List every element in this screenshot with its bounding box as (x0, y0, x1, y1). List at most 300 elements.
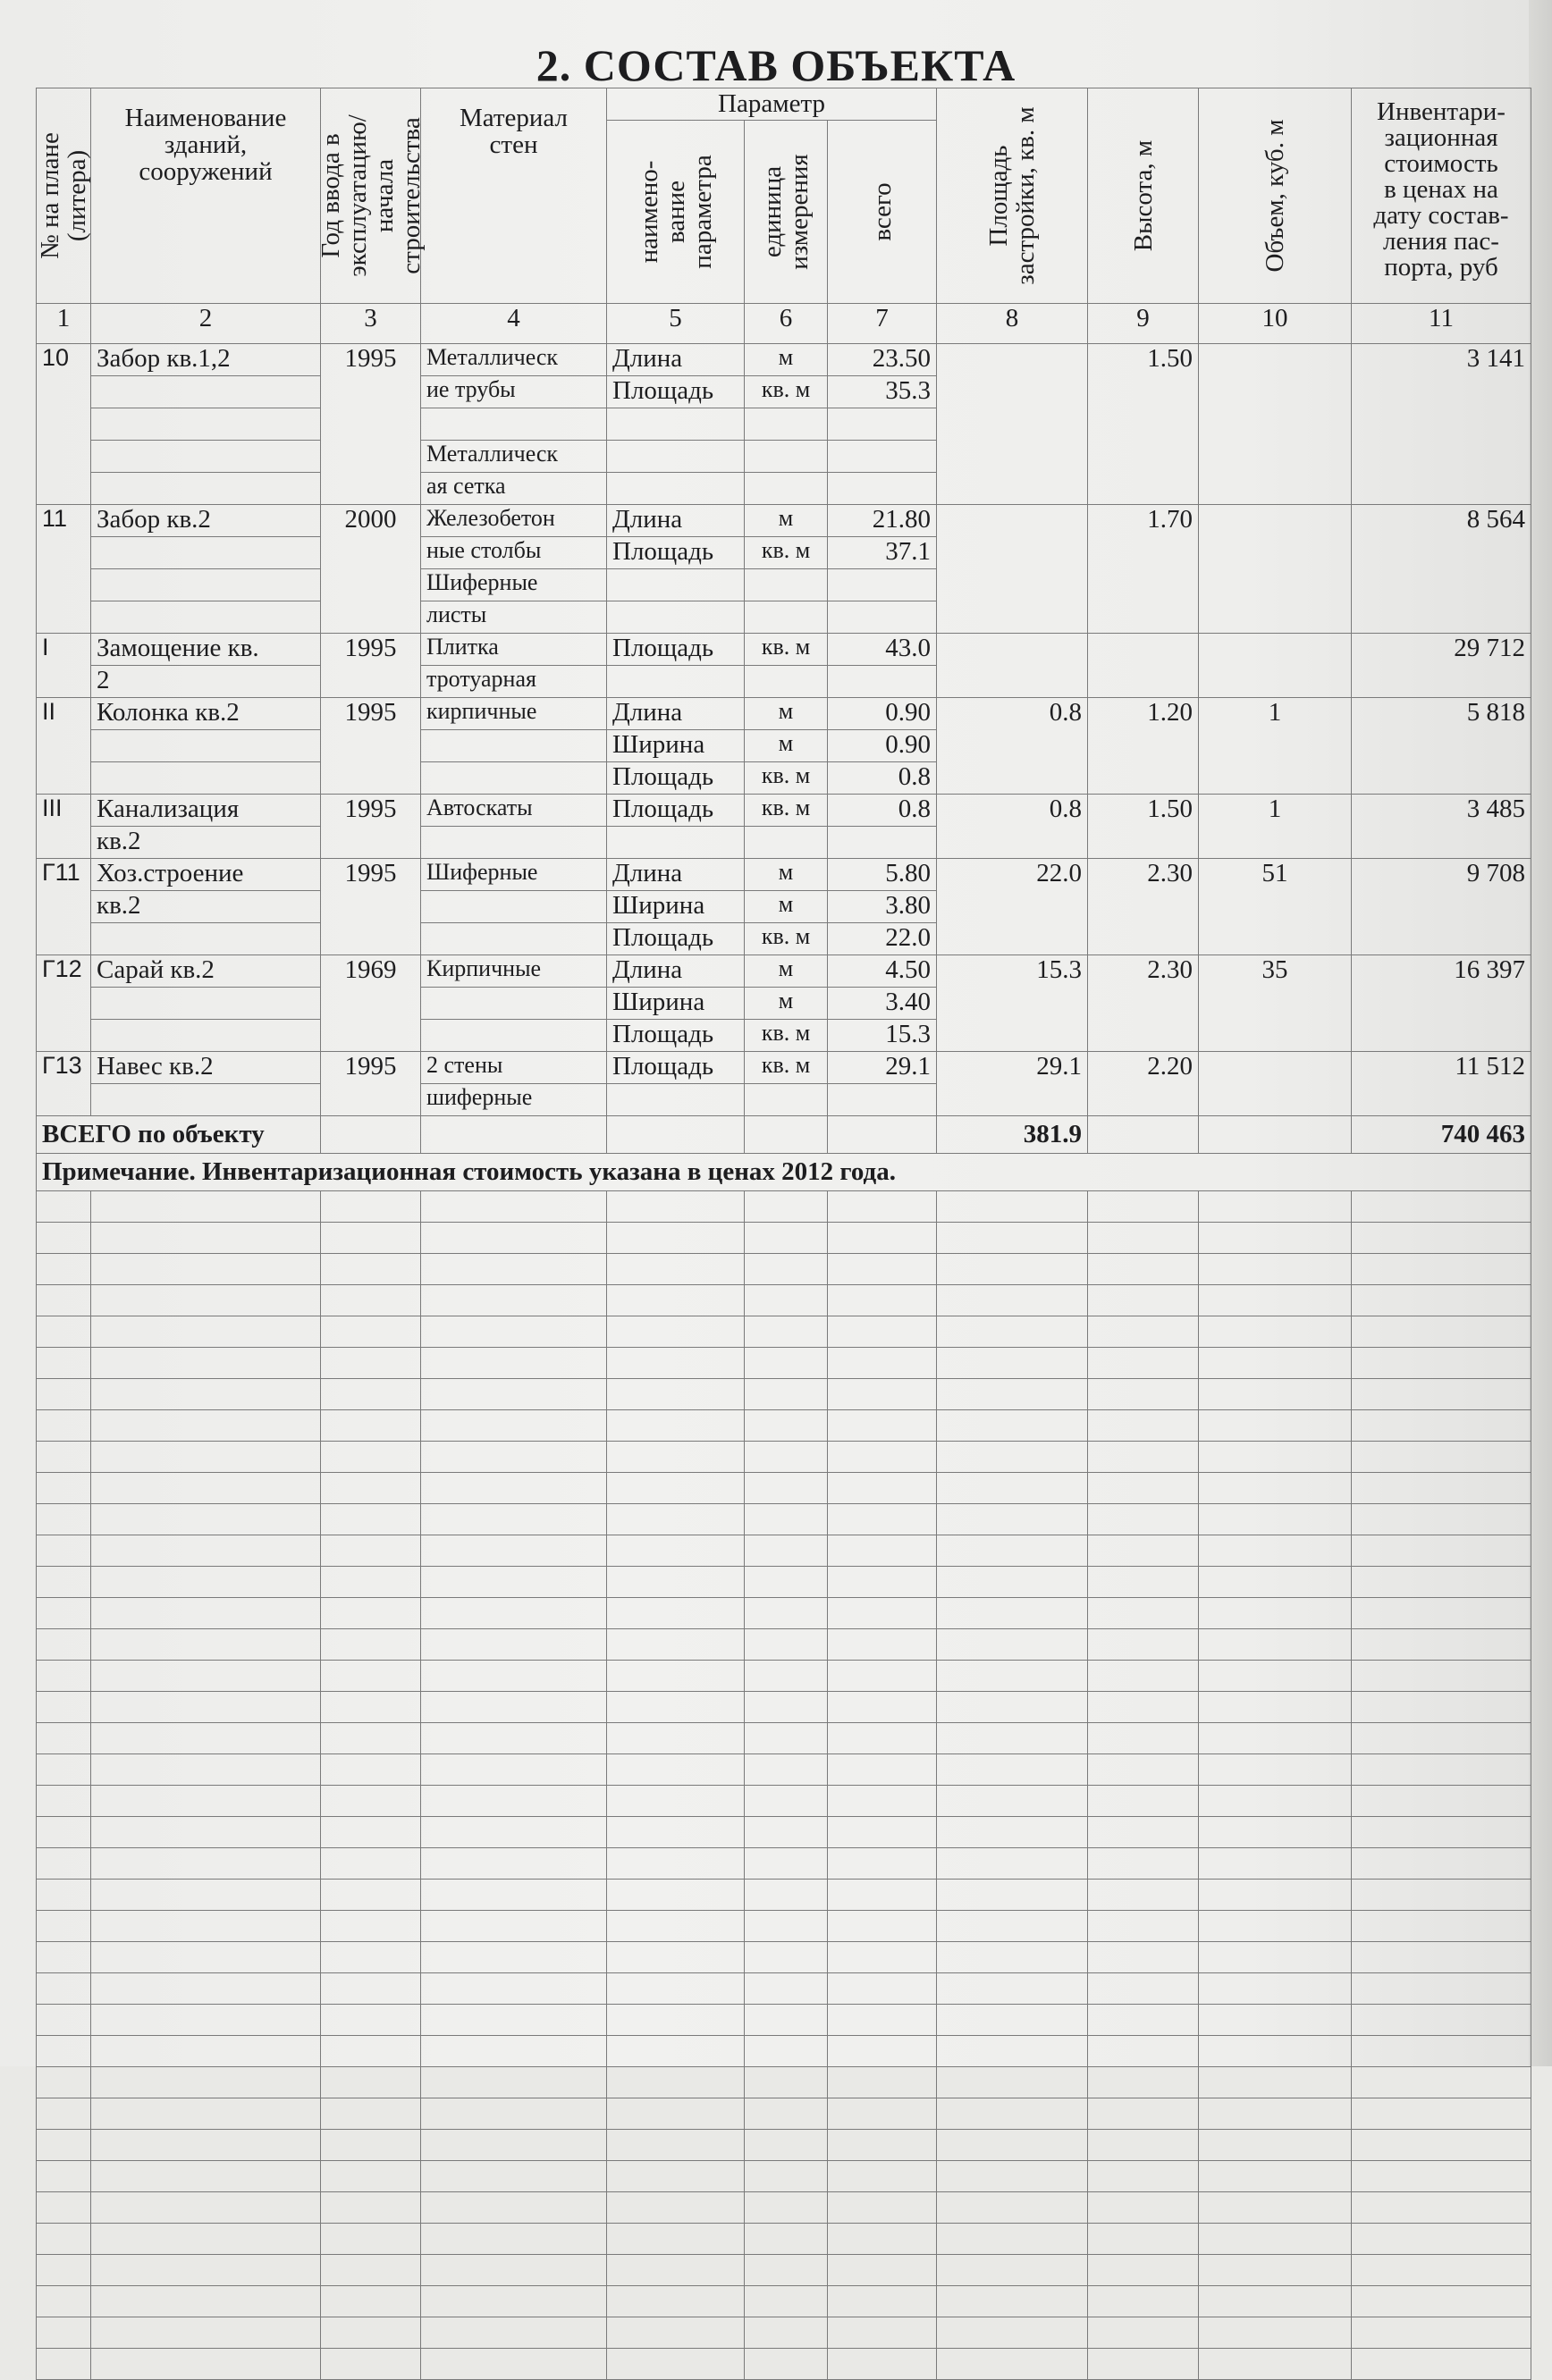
param-name-cell: Длина (607, 344, 745, 376)
param-unit-cell: м (745, 988, 828, 1020)
blank-cell (607, 2349, 745, 2380)
lit-cell: 11 (37, 505, 91, 634)
blank-cell (1352, 1629, 1531, 1661)
blank-cell (607, 1410, 745, 1442)
blank-cell (91, 1504, 321, 1535)
blank-cell (91, 2067, 321, 2098)
blank-cell (91, 1191, 321, 1223)
blank-cell (607, 1379, 745, 1410)
blank-cell (828, 1661, 937, 1692)
blank-row (37, 1567, 1531, 1598)
blank-cell (421, 1442, 607, 1473)
material-cell: Металлическ (421, 441, 607, 473)
blank-cell (91, 1942, 321, 1973)
blank-cell (321, 1442, 421, 1473)
blank-cell (1199, 1254, 1352, 1285)
blank-cell (91, 1661, 321, 1692)
blank-cell (745, 1473, 828, 1504)
empty-cell (828, 1116, 937, 1154)
material-cell: Кирпичные (421, 955, 607, 988)
blank-cell (1199, 1880, 1352, 1911)
blank-cell (937, 1911, 1088, 1942)
blank-row (37, 1316, 1531, 1348)
year-cell: 1969 (321, 955, 421, 1052)
blank-cell (937, 2317, 1088, 2349)
name-cell (91, 730, 321, 762)
blank-row (37, 1348, 1531, 1379)
blank-cell (745, 1567, 828, 1598)
blank-cell (1088, 1911, 1199, 1942)
blank-cell (1199, 1911, 1352, 1942)
blank-cell (828, 1723, 937, 1754)
blank-row (37, 2067, 1531, 2098)
param-name-cell: Площадь (607, 762, 745, 795)
param-name-cell (607, 827, 745, 859)
name-cell (91, 537, 321, 569)
blank-cell (1199, 1379, 1352, 1410)
blank-cell (828, 1442, 937, 1473)
blank-cell (1088, 1348, 1199, 1379)
blank-cell (607, 1661, 745, 1692)
param-name-cell: Площадь (607, 376, 745, 408)
lit-cell: I (37, 634, 91, 698)
blank-row (37, 2130, 1531, 2161)
blank-cell (1199, 2286, 1352, 2317)
blank-cell (421, 2192, 607, 2224)
blank-cell (607, 1191, 745, 1223)
blank-cell (421, 1880, 607, 1911)
param-value-cell: 0.90 (828, 730, 937, 762)
height-cell: 1.50 (1088, 344, 1199, 505)
blank-cell (321, 2098, 421, 2130)
blank-cell (1352, 1911, 1531, 1942)
blank-cell (1088, 1754, 1199, 1786)
blank-cell (321, 1848, 421, 1880)
blank-row (37, 1285, 1531, 1316)
blank-cell (37, 1973, 91, 2005)
height-cell: 1.20 (1088, 698, 1199, 795)
blank-cell (1088, 1442, 1199, 1473)
blank-cell (1088, 1661, 1199, 1692)
blank-cell (828, 1379, 937, 1410)
table-row (37, 795, 1531, 827)
material-cell: Шиферные (421, 569, 607, 601)
param-value-cell (828, 473, 937, 505)
blank-cell (745, 1661, 828, 1692)
header-lit-text: № на плане (литера) (36, 132, 91, 259)
blank-cell (91, 2224, 321, 2255)
blank-cell (37, 1692, 91, 1723)
blank-cell (1088, 2317, 1199, 2349)
blank-cell (1088, 2349, 1199, 2380)
empty-cell (745, 1116, 828, 1154)
blank-cell (1352, 1723, 1531, 1754)
blank-cell (1352, 2036, 1531, 2067)
name-cell (91, 762, 321, 795)
blank-row (37, 1880, 1531, 1911)
blank-cell (828, 1567, 937, 1598)
blank-row (37, 1473, 1531, 1504)
blank-cell (745, 1442, 828, 1473)
blank-cell (828, 2036, 937, 2067)
header-build-area (937, 88, 1088, 304)
blank-cell (828, 1316, 937, 1348)
note-text: Примечание. Инвентаризационная стоимость указана в ценах 2012 года. (37, 1154, 1531, 1191)
param-name-cell (607, 473, 745, 505)
blank-row (37, 1973, 1531, 2005)
blank-cell (1199, 2005, 1352, 2036)
param-value-cell: 5.80 (828, 859, 937, 891)
blank-row (37, 2098, 1531, 2130)
name-cell (91, 988, 321, 1020)
blank-cell (745, 2317, 828, 2349)
blank-cell (421, 1504, 607, 1535)
blank-cell (1352, 1410, 1531, 1442)
param-unit-cell: кв. м (745, 923, 828, 955)
blank-cell (37, 1348, 91, 1379)
blank-cell (1088, 1880, 1199, 1911)
blank-cell (1088, 1567, 1199, 1598)
blank-cell (37, 1191, 91, 1223)
blank-cell (1352, 2192, 1531, 2224)
blank-cell (745, 1379, 828, 1410)
blank-cell (421, 1723, 607, 1754)
param-unit-cell: м (745, 891, 828, 923)
year-cell: 1995 (321, 698, 421, 795)
blank-cell (37, 1598, 91, 1629)
year-cell: 1995 (321, 859, 421, 955)
param-unit-cell: м (745, 698, 828, 730)
blank-cell (937, 2192, 1088, 2224)
column-number: 5 (607, 304, 745, 344)
blank-cell (745, 2349, 828, 2380)
blank-cell (937, 1504, 1088, 1535)
param-name-cell: Площадь (607, 537, 745, 569)
param-value-cell: 3.80 (828, 891, 937, 923)
volume-cell: 1 (1199, 795, 1352, 859)
blank-cell (91, 1473, 321, 1504)
material-cell: Металлическ (421, 344, 607, 376)
cost-cell: 29 712 (1352, 634, 1531, 698)
blank-row (37, 1723, 1531, 1754)
material-cell: шиферные (421, 1084, 607, 1116)
blank-cell (91, 2098, 321, 2130)
param-value-cell: 3.40 (828, 988, 937, 1020)
blank-cell (1088, 1223, 1199, 1254)
blank-cell (37, 2317, 91, 2349)
header-cost: Инвентари- зационная стоимость в ценах на дату состав- ления пас- порта, руб (1352, 88, 1531, 304)
build-area-cell: 0.8 (937, 698, 1088, 795)
blank-cell (91, 2161, 321, 2192)
blank-cell (421, 1473, 607, 1504)
blank-cell (607, 2005, 745, 2036)
blank-cell (745, 2192, 828, 2224)
param-name-cell (607, 666, 745, 698)
blank-cell (828, 1911, 937, 1942)
empty-cell (421, 1116, 607, 1154)
param-name-cell: Площадь (607, 634, 745, 666)
blank-cell (607, 2317, 745, 2349)
blank-cell (91, 1348, 321, 1379)
blank-cell (1088, 2067, 1199, 2098)
blank-cell (1352, 2255, 1531, 2286)
blank-cell (37, 1942, 91, 1973)
blank-cell (607, 1723, 745, 1754)
blank-cell (421, 1692, 607, 1723)
blank-cell (91, 1629, 321, 1661)
blank-cell (1352, 1285, 1531, 1316)
volume-cell (1199, 1052, 1352, 1116)
param-name-cell: Площадь (607, 923, 745, 955)
param-name-cell: Площадь (607, 795, 745, 827)
blank-cell (607, 2224, 745, 2255)
param-name-cell: Длина (607, 859, 745, 891)
blank-cell (745, 1786, 828, 1817)
blank-cell (1199, 1473, 1352, 1504)
blank-cell (91, 1598, 321, 1629)
blank-row (37, 1629, 1531, 1661)
blank-cell (421, 1223, 607, 1254)
param-name-cell: Площадь (607, 1052, 745, 1084)
blank-cell (1088, 1817, 1199, 1848)
blank-row (37, 1848, 1531, 1880)
blank-cell (1088, 1629, 1199, 1661)
blank-cell (37, 2255, 91, 2286)
blank-cell (1352, 1598, 1531, 1629)
blank-cell (37, 1911, 91, 1942)
blank-cell (91, 1723, 321, 1754)
material-cell: Шиферные (421, 859, 607, 891)
blank-cell (607, 1254, 745, 1285)
column-number: 4 (421, 304, 607, 344)
blank-cell (321, 1942, 421, 1973)
blank-cell (321, 1754, 421, 1786)
blank-cell (321, 1410, 421, 1442)
blank-cell (91, 1692, 321, 1723)
blank-cell (421, 2224, 607, 2255)
param-value-cell: 0.8 (828, 795, 937, 827)
blank-cell (1199, 1442, 1352, 1473)
param-name-cell: Ширина (607, 730, 745, 762)
blank-cell (607, 1786, 745, 1817)
name-cell (91, 1020, 321, 1052)
blank-cell (91, 1786, 321, 1817)
blank-cell (937, 2286, 1088, 2317)
blank-cell (1199, 1285, 1352, 1316)
name-cell (91, 441, 321, 473)
blank-cell (1088, 1473, 1199, 1504)
blank-cell (1352, 1535, 1531, 1567)
blank-cell (321, 2161, 421, 2192)
param-unit-cell (745, 827, 828, 859)
blank-cell (421, 2098, 607, 2130)
blank-cell (1088, 1254, 1199, 1285)
column-number: 2 (91, 304, 321, 344)
blank-cell (91, 1567, 321, 1598)
blank-cell (421, 1254, 607, 1285)
blank-cell (321, 1504, 421, 1535)
blank-cell (321, 1223, 421, 1254)
blank-cell (1088, 1723, 1199, 1754)
param-value-cell: 23.50 (828, 344, 937, 376)
blank-cell (321, 1598, 421, 1629)
blank-cell (745, 2067, 828, 2098)
blank-cell (1199, 2036, 1352, 2067)
blank-row (37, 1535, 1531, 1567)
blank-cell (828, 1629, 937, 1661)
blank-cell (1352, 1661, 1531, 1692)
blank-cell (607, 1473, 745, 1504)
blank-cell (1199, 1598, 1352, 1629)
blank-cell (937, 1942, 1088, 1973)
blank-cell (1199, 2255, 1352, 2286)
blank-cell (607, 1911, 745, 1942)
param-value-cell: 4.50 (828, 955, 937, 988)
name-cell (91, 569, 321, 601)
material-cell (421, 408, 607, 441)
blank-cell (321, 1973, 421, 2005)
blank-cell (1352, 1692, 1531, 1723)
blank-cell (937, 1379, 1088, 1410)
header-param-total-text: всего (867, 182, 897, 241)
blank-cell (91, 2130, 321, 2161)
param-name-cell: Длина (607, 698, 745, 730)
column-number: 3 (321, 304, 421, 344)
column-number: 8 (937, 304, 1088, 344)
blank-cell (828, 1786, 937, 1817)
param-unit-cell: кв. м (745, 634, 828, 666)
blank-cell (1352, 1473, 1531, 1504)
lit-cell: Г11 (37, 859, 91, 955)
blank-cell (91, 1254, 321, 1285)
blank-row (37, 1754, 1531, 1786)
blank-cell (321, 2349, 421, 2380)
blank-cell (421, 1379, 607, 1410)
column-number: 11 (1352, 304, 1531, 344)
blank-cell (421, 1754, 607, 1786)
blank-row (37, 1504, 1531, 1535)
blank-cell (745, 1254, 828, 1285)
blank-cell (607, 1754, 745, 1786)
blank-cell (1088, 1285, 1199, 1316)
blank-cell (91, 1285, 321, 1316)
height-cell: 2.30 (1088, 955, 1199, 1052)
param-unit-cell: кв. м (745, 376, 828, 408)
build-area-cell (937, 634, 1088, 698)
blank-cell (1352, 2286, 1531, 2317)
blank-row (37, 1254, 1531, 1285)
blank-cell (421, 1911, 607, 1942)
material-cell: 2 стены (421, 1052, 607, 1084)
blank-cell (607, 2286, 745, 2317)
blank-cell (937, 2130, 1088, 2161)
blank-cell (1352, 1754, 1531, 1786)
blank-cell (937, 1754, 1088, 1786)
blank-cell (828, 2067, 937, 2098)
blank-cell (1352, 2161, 1531, 2192)
blank-cell (37, 1754, 91, 1786)
blank-cell (421, 2349, 607, 2380)
volume-cell (1199, 634, 1352, 698)
blank-row (37, 2349, 1531, 2380)
blank-cell (37, 1254, 91, 1285)
param-unit-cell (745, 1084, 828, 1116)
blank-row (37, 2317, 1531, 2349)
lit-cell: Г12 (37, 955, 91, 1052)
blank-cell (828, 1410, 937, 1442)
param-value-cell: 22.0 (828, 923, 937, 955)
blank-cell (937, 2098, 1088, 2130)
blank-cell (937, 2224, 1088, 2255)
blank-cell (91, 1848, 321, 1880)
lit-cell: 10 (37, 344, 91, 505)
blank-cell (937, 1598, 1088, 1629)
blank-cell (745, 1410, 828, 1442)
blank-cell (321, 1285, 421, 1316)
material-cell: ные столбы (421, 537, 607, 569)
blank-cell (321, 1348, 421, 1379)
name-cell: Сарай кв.2 (91, 955, 321, 988)
blank-cell (421, 1942, 607, 1973)
blank-cell (37, 1629, 91, 1661)
blank-cell (91, 2349, 321, 2380)
blank-cell (937, 1786, 1088, 1817)
header-param-total (828, 121, 937, 304)
blank-cell (937, 1254, 1088, 1285)
blank-cell (937, 1410, 1088, 1442)
blank-cell (607, 1848, 745, 1880)
name-cell (91, 473, 321, 505)
column-number: 9 (1088, 304, 1199, 344)
blank-cell (937, 1223, 1088, 1254)
total-row (37, 1116, 1531, 1154)
material-cell: ие трубы (421, 376, 607, 408)
blank-cell (321, 1911, 421, 1942)
blank-cell (37, 1786, 91, 1817)
volume-cell: 51 (1199, 859, 1352, 955)
param-value-cell: 43.0 (828, 634, 937, 666)
blank-cell (745, 1504, 828, 1535)
blank-cell (828, 1880, 937, 1911)
param-unit-cell: кв. м (745, 1052, 828, 1084)
blank-cell (91, 1973, 321, 2005)
blank-cell (828, 1504, 937, 1535)
build-area-cell: 15.3 (937, 955, 1088, 1052)
param-value-cell: 15.3 (828, 1020, 937, 1052)
name-cell (91, 376, 321, 408)
blank-cell (828, 1191, 937, 1223)
blank-cell (91, 1316, 321, 1348)
blank-cell (321, 2192, 421, 2224)
height-cell: 2.20 (1088, 1052, 1199, 1116)
blank-cell (1199, 1786, 1352, 1817)
blank-cell (421, 1410, 607, 1442)
blank-cell (607, 1567, 745, 1598)
blank-cell (421, 1348, 607, 1379)
build-area-cell: 22.0 (937, 859, 1088, 955)
blank-cell (1088, 1848, 1199, 1880)
blank-cell (1352, 1254, 1531, 1285)
blank-cell (421, 1661, 607, 1692)
blank-cell (1199, 1973, 1352, 2005)
blank-cell (745, 1880, 828, 1911)
blank-cell (1088, 1410, 1199, 1442)
blank-cell (1352, 1848, 1531, 1880)
blank-cell (745, 1942, 828, 1973)
blank-cell (321, 1535, 421, 1567)
param-unit-cell: кв. м (745, 1020, 828, 1052)
blank-cell (421, 1598, 607, 1629)
